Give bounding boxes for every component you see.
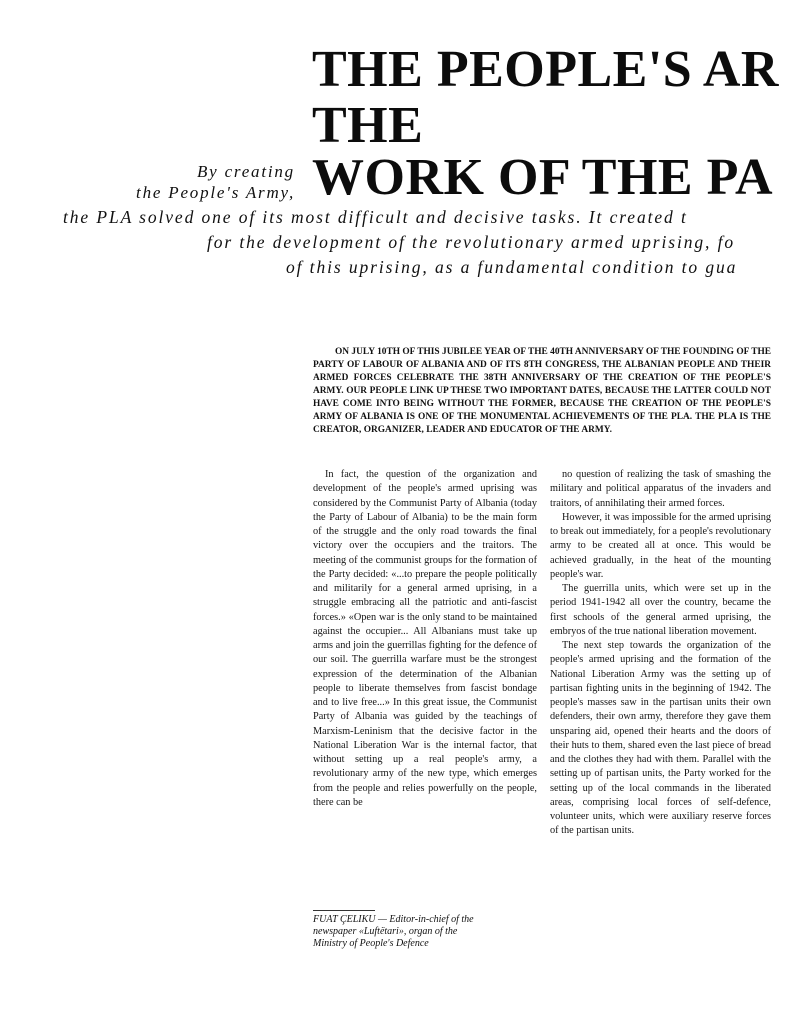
byline-line-2: the People's Army, [136, 183, 295, 202]
article-column-2 [550, 468, 771, 839]
headline-line-1: THE PEOPLE'S AR [312, 41, 779, 98]
author-credit-line-3: Ministry of People's Defence [313, 938, 429, 949]
intro-paragraph [313, 346, 771, 437]
column-2-paragraph: However, it was impossible for the armed uprising to break out immediately, for a people's revolutionary army to be created all at once. This would be achieved gradually, in the heat of the mounting people's war. [550, 511, 771, 580]
intro-text: ON JULY 10TH OF THIS JUBILEE YEAR OF THE 40TH ANNIVERSARY OF THE FOUNDING OF THE PARTY OF LABOUR OF ALBANIA AND OF ITS 8TH CONGRESS, THE ALBANIAN PEOPLE AND THEIR ARMED FORCES CELEBRATE THE 38TH ANNIVERSARY OF THE CREATION OF THE PEOPLE'S ARMY. OUR PEOPLE LINK UP THESE TWO IMPORTANT DATES, BECAUSE THE LATTER COULD NOT HAVE COME INTO BEING WITHOUT THE FORMER, BECAUSE THE CREATION OF THE PEOPLE'S ARMY OF ALBANIA IS ONE OF THE MONUMENTAL ACHIEVEMENTS OF THE PLA. THE PLA IS THE CREATOR, ORGANIZER, LEADER AND EDUCATOR OF THE ARMY. [313, 347, 771, 435]
author-credit-line-1: FUAT ÇELIKU — Editor-in-chief of the [313, 914, 474, 925]
deck-line-1: the PLA solved one of its most difficult and decisive tasks. It created t [63, 207, 688, 227]
deck-line-3: of this uprising, as a fundamental condition to gua [286, 257, 738, 277]
column-1-paragraph: In fact, the question of the organization and development of the people's armed uprising was considered by the Communist Party of Albania (today the Party of Labour of Albania) to be the main form of the struggle and the only road towards the final victory over the occupiers and the traitors. The meeting of the communist groups for the formation of the Party decided: «...to prepare the people politically and militarily for a general armed uprising, in a struggle embracing all the patriotic and anti-fascist forces.» «Open war is the only stand to be maintained against the occupier... All Albanians must take up arms and join the guerrillas fighting for the defence of our soil. The guerrilla warfare must be the strongest expression of the determination of the Albanian people to liberate themselves from fascist bondage and to live free...» In this great issue, the Communist Party of Albania was guided by the teachings of Marxism-Leninism that the decisive factor in the National Liberation War is the internal factor, that without setting up a real people's army, a revolutionary army of the new type, which emerges from the people and relies powerfully on the people, there can be [313, 469, 537, 808]
column-2-paragraph: The guerrilla units, which were set up in the period 1941-1942 all over the country, became the first schools of the general armed uprising, the embryos of the true national liberation movement. [550, 583, 771, 637]
headline-line-2: THE [312, 97, 424, 154]
deck-line-2: for the development of the revolutionary armed uprising, fo [207, 232, 735, 252]
column-2-paragraph: no question of realizing the task of smashing the military and political apparatus of the invaders and traitors, of annihilating their armed forces. [550, 469, 771, 509]
column-2-paragraph: The next step towards the organization of the people's armed uprising and the formation of the National Liberation Army was the setting up of partisan fighting units in the beginning of 1942. The people's masses saw in the partisan units their own defenders, their own army, therefore they gave them unsparing aid, opened their hearts and the doors of their huts to them, shared even the last piece of bread and the clothes they had with them. Parallel with the setting up of partisan units, the Party worked for the setting up of the local commands in the liberated areas, comprising local forces of self-defence, volunteer units, which were auxiliary reserve forces of the partisan units. [550, 640, 771, 837]
credit-divider [313, 910, 375, 911]
article-column-1 [313, 468, 537, 810]
byline-line-1: By creating [196, 162, 295, 181]
author-credit [313, 914, 537, 950]
author-credit-line-2: newspaper «Luftëtari», organ of the [313, 926, 458, 937]
headline-line-3: WORK OF THE PA [312, 149, 774, 206]
